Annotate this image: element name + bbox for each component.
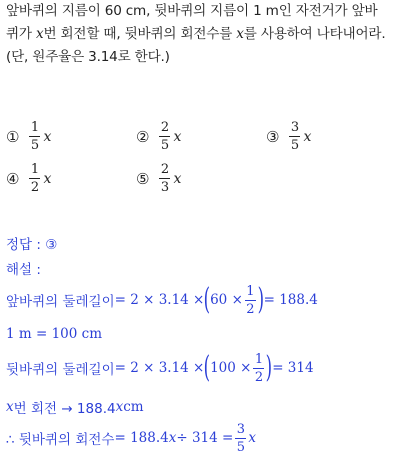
back-wheel-label: 뒷바퀴의 둘레길이 [6,362,115,378]
question-line-2 [6,23,398,46]
equation-part: 100 × [210,360,252,376]
choice-4[interactable] [6,162,51,195]
fraction [289,120,300,153]
equation-part: = 2 × 3.14 × [114,360,205,376]
variable-x: x [43,128,52,145]
choice-1[interactable] [6,120,51,153]
question-text-part: 번 회전할 때, 뒷바퀴의 회전수를 [43,26,237,42]
choice-2[interactable] [136,120,181,153]
unit-text: cm [123,399,144,415]
variable-x: x [303,128,312,145]
therefore-label: ∴ 뒷바퀴의 회전수 [6,432,115,448]
explanation-label: 해설 : [6,262,41,278]
question-line-3: (단, 원주율은 3.14로 한다.) [6,49,170,65]
variable-x: x [248,430,256,446]
left-paren: ( [204,282,211,317]
numerator: 1 [246,283,255,299]
denominator: 2 [246,301,255,317]
variable-x: x [168,430,177,446]
front-wheel-circumference [6,284,318,316]
fraction [29,120,40,153]
rotation-text: 번 회전 → 188.4 [13,401,116,417]
final-answer-line [6,422,256,454]
front-wheel-label: 앞바퀴의 둘레길이 [6,294,115,310]
denominator: 2 [30,180,40,195]
equation-part: 60 × [210,292,243,308]
numerator: 3 [236,421,245,437]
fraction [29,162,40,195]
question-text-part: 를 사용하여 나타내어라. [243,26,386,42]
denominator: 5 [160,138,170,153]
rotation-distance [6,397,144,417]
denominator: 5 [30,138,40,153]
left-paren: ( [204,350,211,385]
numerator: 2 [160,120,170,135]
denominator: 5 [290,138,300,153]
question-text [6,0,398,69]
numerator: 1 [30,162,40,177]
choice-marker: ② [136,127,150,146]
equation-part: = 188.4 [114,430,169,446]
variable-x: x [236,26,244,42]
fraction [159,162,170,195]
fraction [159,120,170,153]
numerator: 1 [254,351,264,367]
right-paren: ) [257,282,264,317]
numerator: 2 [160,162,170,177]
choice-marker: ④ [6,169,20,188]
denominator: 2 [254,369,264,385]
choice-marker: ① [6,127,20,146]
right-paren: ) [266,350,273,385]
choice-5[interactable] [136,162,181,195]
variable-x: x [115,399,124,415]
back-wheel-circumference [6,352,314,384]
fraction [235,422,246,455]
question-line-1: 앞바퀴의 지름이 60 cm, 뒷바퀴의 지름이 1 m인 자전거가 앞바 [6,3,378,19]
variable-x: x [6,399,14,415]
variable-x: x [173,170,182,187]
equation-result: = 314 [272,360,314,376]
numerator: 1 [30,120,40,135]
equation-part: = 2 × 3.14 × [114,292,205,308]
question-text-part: 퀴가 [6,26,36,42]
equation-part: ÷ 314 = [176,430,234,446]
denominator: 5 [236,439,245,455]
numerator: 3 [290,120,300,135]
fraction [253,352,264,385]
variable-x: x [35,26,44,42]
equation-result: = 188.4 [263,292,318,308]
choice-marker: ⑤ [136,169,150,188]
choice-3[interactable] [266,120,311,153]
variable-x: x [173,128,182,145]
unit-conversion: 1 m = 100 cm [6,326,102,342]
variable-x: x [43,170,52,187]
answer-line: 정답 : ③ [6,237,58,253]
fraction [245,284,256,317]
choice-marker: ③ [266,127,280,146]
denominator: 3 [160,180,170,195]
